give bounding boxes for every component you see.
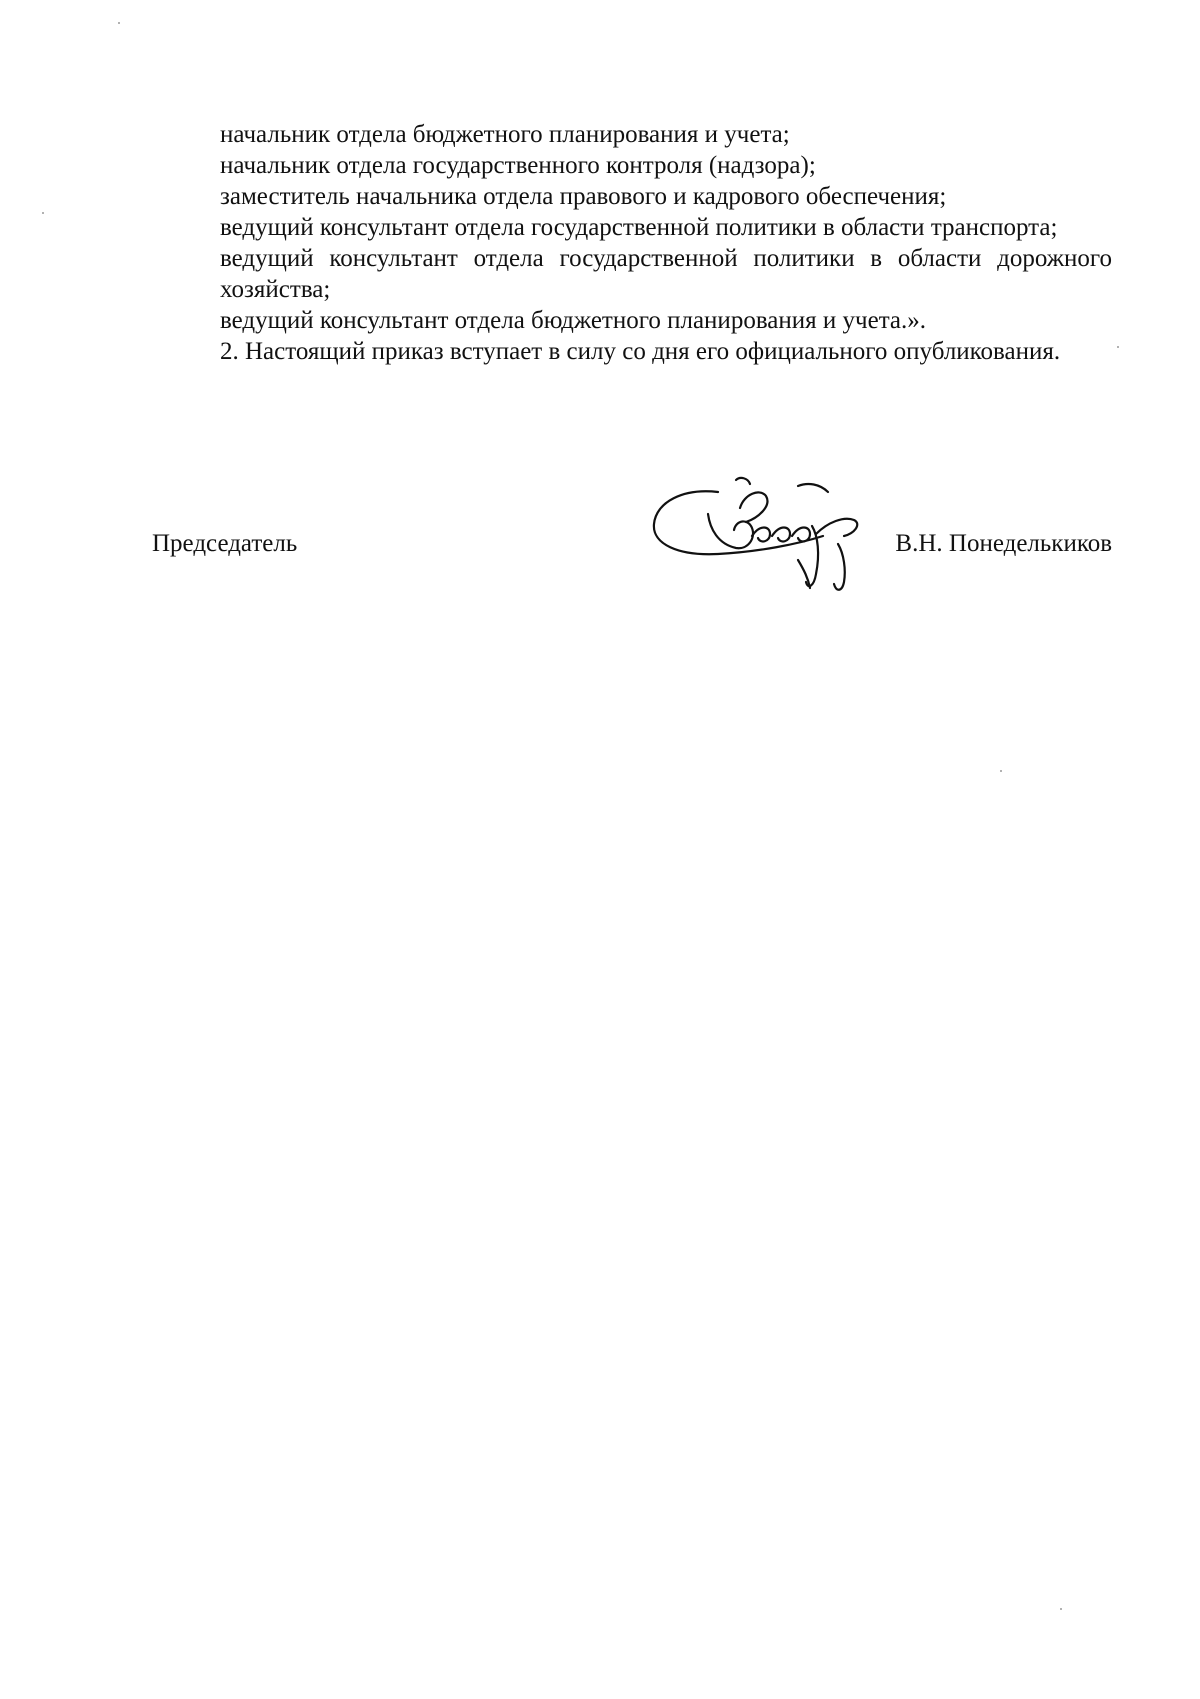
document-body [152,119,1112,367]
scan-speck [1060,1608,1062,1610]
scan-speck [42,212,44,214]
list-item: ведущий консультант отдела бюджетного планирования и учета.». [220,307,927,334]
list-item: начальник отдела бюджетного планирования и учета; [220,121,790,148]
list-item: заместитель начальника отдела правового и кадрового обеспечения; [220,183,947,210]
signer-position: Председатель [152,530,298,557]
scan-speck [1000,770,1002,772]
paragraph-effective-date: 2. Настоящий приказ вступает в силу со дня его официального опубликования. [220,338,1061,365]
signature-block [152,528,1112,588]
list-item: начальник отдела государственного контроля (надзора); [220,152,816,179]
signer-name: В.Н. Понеделькиков [895,530,1112,557]
scan-speck [118,22,120,24]
list-item: ведущий консультант отдела государственной политики в области транспорта; [220,214,1058,241]
list-item: ведущий консультант отдела государственной политики в области дорожного хозяйства; [220,245,1112,303]
handwritten-signature-icon [648,474,948,604]
scan-speck [1117,346,1119,348]
